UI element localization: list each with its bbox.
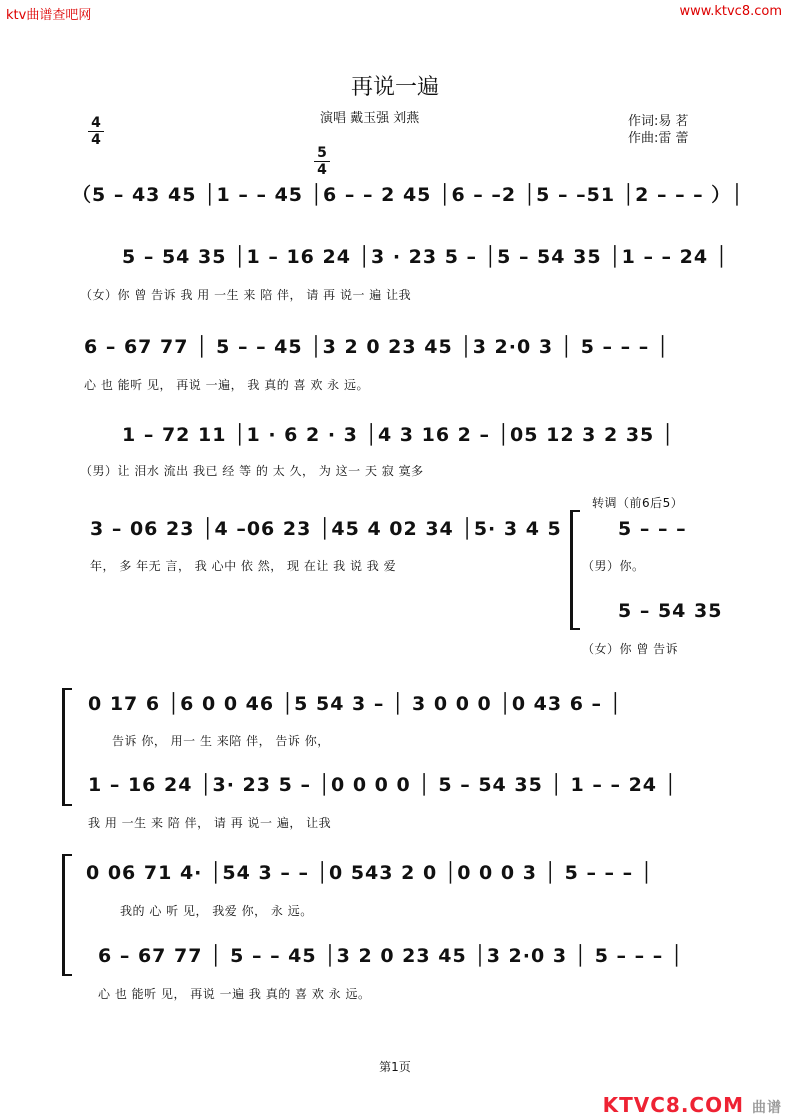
notation-line: 1 – 72 11 │1 · 6 2 · 3 │4 3 16 2 – │05 12 3 2 35 │ [122,424,675,446]
song-title: 再说一遍 [350,75,439,100]
modulation-note: 转调（前6后5） [592,496,684,510]
staff-row-male [0,518,790,558]
notation-line: 5 – 54 35 [618,600,723,622]
notation-line: 5 – – – [618,518,687,540]
notation-line: （5 – 43 45 │1 – – 45 │6 – – 2 45 │6 – –2 │5 – –51 │2 – – – ）│ [72,184,744,206]
time-signature: 4 4 [88,116,104,147]
lyricist-credit: 作词:易 茗 [628,114,689,129]
composer-credit: 作曲:雷 蕾 [628,131,689,146]
notation-line: 6 – 67 77 │ 5 – – 45 │3 2 0 23 45 │3 2·0 3 │ 5 – – – │ [98,945,684,967]
lyric-line: （女）你 曾 告诉 我 用 一生 来 陪 伴， 请 再 说一 遍 让我 [80,288,412,302]
staff-row-1 [0,246,790,286]
staff-row-9 [0,862,790,902]
staff-row-7 [0,693,790,733]
notation-line: 3 – 06 23 │4 –06 23 │45 4 02 34 │5· 3 4 5 [90,518,562,540]
lyric-line: 告诉 你， 用一 生 来陪 伴， 告诉 你， [112,734,330,748]
time-signature-change: 5 4 [314,146,330,177]
singer-credit: 演唱 戴玉强 刘燕 [320,111,420,126]
lyric-line: 心 也 能听 见， 再说 一遍， 我 真的 喜 欢 永 远。 [84,378,369,392]
page-number: 第1页 [379,1060,411,1074]
notation-line: 6 – 67 77 │ 5 – – 45 │3 2 0 23 45 │3 2·0 3 │ 5 – – – │ [84,336,670,358]
site-logo: KTVC8.COM 曲谱 [602,1093,782,1117]
site-watermark-right: www.ktvc8.com [679,4,782,19]
lyric-line: （男）让 泪水 流出 我已 经 等 的 太 久， 为 这一 天 寂 寞多 [80,464,424,478]
lyric-line: 年， 多 年无 言， 我 心中 依 然， 现 在让 我 说 我 爱 [90,559,397,573]
lyric-line: 心 也 能听 见， 再说 一遍 我 真的 喜 欢 永 远。 [98,987,371,1001]
notation-line: 5 – 54 35 │1 – 16 24 │3 · 23 5 – │5 – 54 35 │1 – – 24 │ [122,246,729,268]
staff-row-intro [0,180,790,220]
notation-line: 1 – 16 24 │3· 23 5 – │0 0 0 0 │ 5 – 54 35 │ 1 – – 24 │ [88,774,678,796]
lyric-line: （男）你。 [582,559,645,573]
staff-row-10 [0,945,790,985]
notation-line: 0 17 6 │6 0 0 46 │5 54 3 – │ 3 0 0 0 │0 43 6 – │ [88,693,623,715]
staff-row-female [0,600,790,640]
site-watermark-left: ktv曲谱查吧网 [6,8,92,23]
lyric-line: （女）你 曾 告诉 [582,642,679,656]
notation-line: 0 06 71 4· │54 3 – – │0 543 2 0 │0 0 0 3 │ 5 – – – │ [86,862,654,884]
staff-row-8 [0,774,790,814]
lyric-line: 我 用 一生 来 陪 伴， 请 再 说一 遍， 让我 [88,816,332,830]
staff-row-2 [0,336,790,376]
lyric-line: 我的 心 听 见， 我爱 你， 永 远。 [120,904,313,918]
staff-row-3 [0,424,790,464]
